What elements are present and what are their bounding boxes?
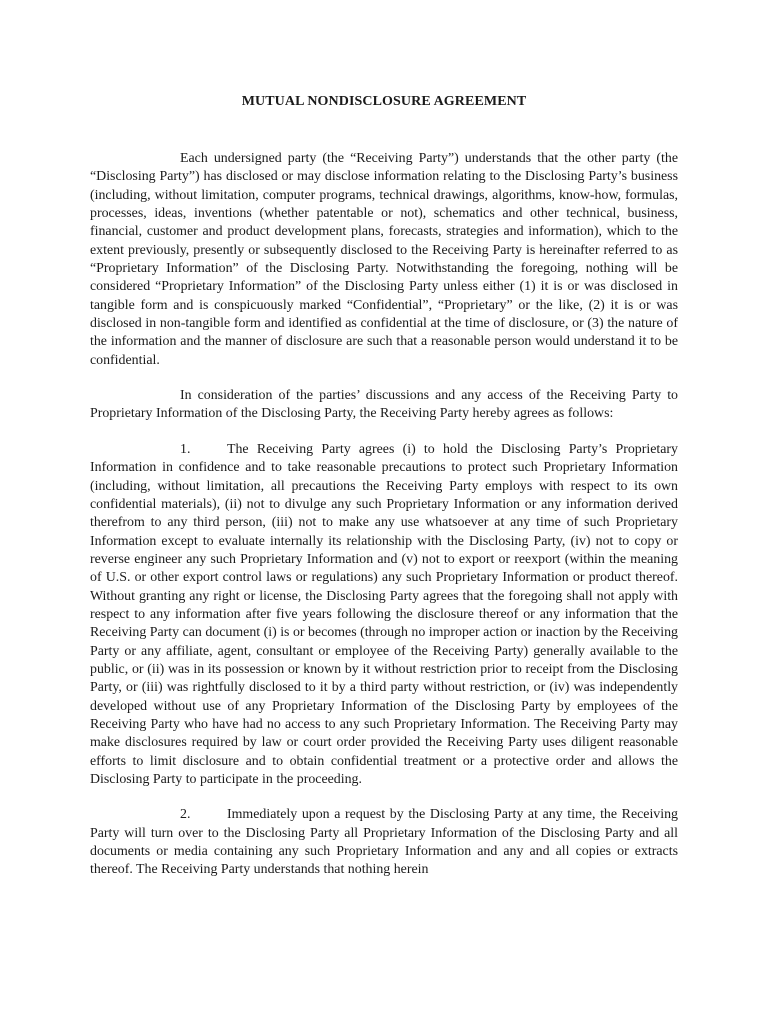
paragraph-definition <box>90 150 678 370</box>
clause-text: The Receiving Party agrees (i) to hold the Disclosing Party’s Proprietary Information in confidence and to take reasonable precautions to protect such Proprietary Information (including, without limitation, all precautions the Receiving Party employs with respect to its own confidential materials), (ii) not to divulge any such Proprietary Information or any information derived therefrom to any third person, (iii) not to make any use whatsoever at any time of such Proprietary Information except to evaluate internally its relationship with the Disclosing Party, (iv) not to copy or reverse engineer any such Proprietary Information and (v) not to export or reexport (within the meaning of U.S. or other export control laws or regulations) any such Proprietary Information or product thereof. Without granting any right or license, the Disclosing Party agrees that the foregoing shall not apply with respect to any information after five years following the disclosure thereof or any information that the Receiving Party can document (i) is or becomes (through no improper action or inaction by the Receiving Party or any affiliate, agent, consultant or employee of the Receiving Party) generally available to the public, or (ii) was in its possession or known by it without restriction prior to receipt from the Disclosing Party, or (iii) was rightfully disclosed to it by a third party without restriction, or (iv) was independently developed without use of any Proprietary Information of the Disclosing Party by employees of the Receiving Party who have had no access to any such Proprietary Information. The Receiving Party may make disclosures required by law or court order provided the Receiving Party uses diligent reasonable efforts to limit disclosure and to obtain confidential treatment or a protective order and allows the Disclosing Party to participate in the proceeding. <box>90 441 678 787</box>
clause-1 <box>90 441 678 790</box>
clause-number: 2. <box>180 807 191 823</box>
clause-text: Immediately upon a request by the Disclosing Party at any time, the Receiving Party will turn over to the Disclosing Party all Proprietary Information of the Disclosing Party and all documents or media containing any such Proprietary Information and any and all copies or extracts thereof. The Receiving Party understands that nothing herein <box>90 807 678 878</box>
clause-number: 1. <box>180 441 191 457</box>
paragraph-text: Each undersigned party (the “Receiving Party”) understands that the other party (the “Disclosing Party”) has disclosed or may disclose information relating to the Disclosing Party’s business (including, without limitation, computer programs, technical drawings, algorithms, know-how, formulas, processes, ideas, inventions (whether patentable or not), schematics and other technical, business, financial, customer and product development plans, forecasts, strategies and information), which to the extent previously, presently or subsequently disclosed to the Receiving Party is hereinafter referred to as “Proprietary Information” of the Disclosing Party. Notwithstanding the foregoing, nothing will be considered “Proprietary Information” of the Disclosing Party unless either (1) it is or was disclosed in tangible form and is conspicuously marked “Confidential”, “Proprietary” or the like, (2) it is or was disclosed in non-tangible form and identified as confidential at the time of disclosure, or (3) the nature of the information and the manner of disclosure are such that a reasonable person would understand it to be confidential. <box>90 151 678 368</box>
paragraph-text: In consideration of the parties’ discussions and any access of the Receiving Party to Proprietary Information of the Disclosing Party, the Receiving Party hereby agrees as follows: <box>90 388 678 422</box>
document-title: MUTUAL NONDISCLOSURE AGREEMENT <box>241 94 527 109</box>
paragraph-consideration <box>90 387 678 424</box>
clause-2 <box>90 806 678 879</box>
document-body <box>90 93 678 897</box>
